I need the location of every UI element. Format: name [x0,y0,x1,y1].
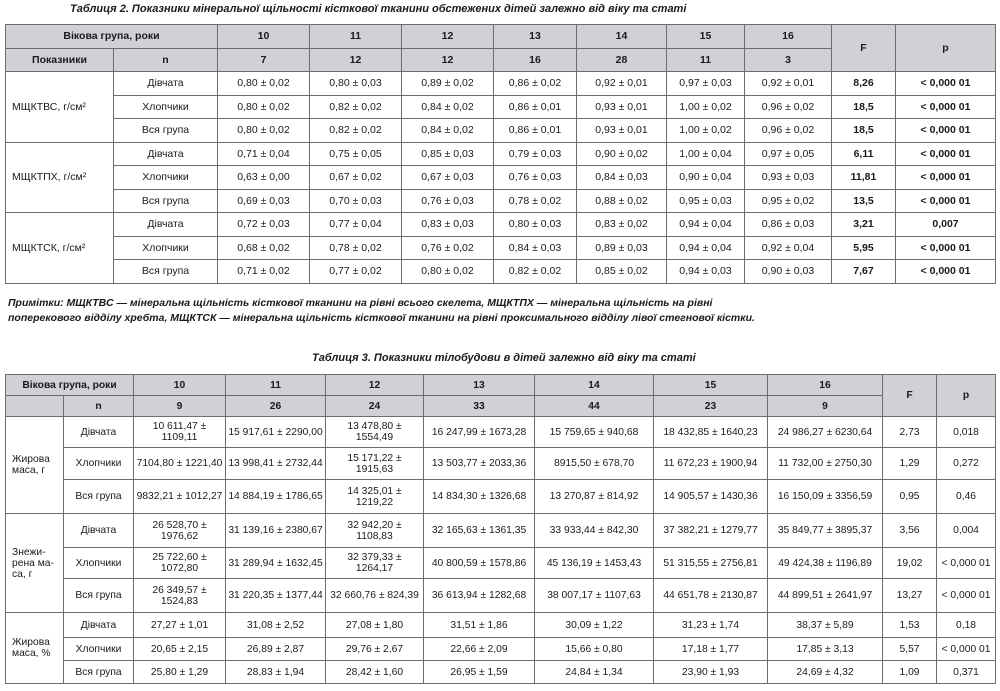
n-value: 3 [745,48,832,72]
n-value: 9 [768,396,883,417]
value-cell: 27,08 ± 1,80 [326,613,424,638]
value-cell: 0,72 ± 0,03 [218,213,310,237]
value-cell: 0,75 ± 0,05 [310,142,402,166]
n-row [6,396,996,417]
value-cell: 13 503,77 ± 2033,36 [424,448,535,480]
age-header: 15 [667,25,745,49]
header-row [6,25,996,49]
p-value: < 0,000 01 [896,260,996,284]
value-cell: 24,69 ± 4,32 [768,661,883,684]
table-row [6,448,996,480]
row-label: Вся група [64,480,134,514]
p-value: < 0,000 01 [896,236,996,260]
value-cell: 40 800,59 ± 1578,86 [424,548,535,579]
p-value: 0,46 [937,480,996,514]
value-cell: 0,77 ± 0,02 [310,260,402,284]
age-header: 13 [424,375,535,396]
value-cell: 15 759,65 ± 940,68 [535,417,654,448]
f-header: F [883,375,937,417]
value-cell: 14 325,01 ± 1219,22 [326,480,424,514]
row-label: Вся група [114,260,218,284]
value-cell: 0,79 ± 0,03 [494,142,577,166]
value-cell: 0,86 ± 0,01 [494,119,577,143]
n-value: 12 [402,48,494,72]
value-cell: 0,92 ± 0,01 [745,72,832,96]
row-label: Хлопчики [64,548,134,579]
value-cell: 0,88 ± 0,02 [577,189,667,213]
value-cell: 15,66 ± 0,80 [535,638,654,661]
n-value: 33 [424,396,535,417]
value-cell: 8915,50 ± 678,70 [535,448,654,480]
value-cell: 0,78 ± 0,02 [310,236,402,260]
table-row [6,142,996,166]
table-row [6,260,996,284]
row-label: Вся група [64,661,134,684]
value-cell: 37 382,21 ± 1279,77 [654,514,768,548]
table-row [6,579,996,613]
value-cell: 45 136,19 ± 1453,43 [535,548,654,579]
p-value: < 0,000 01 [937,548,996,579]
p-value: < 0,000 01 [896,72,996,96]
f-value: 1,29 [883,448,937,480]
n-value: 26 [226,396,326,417]
value-cell: 0,84 ± 0,02 [402,95,494,119]
p-value: < 0,000 01 [937,579,996,613]
value-cell: 0,85 ± 0,03 [402,142,494,166]
value-cell: 0,89 ± 0,03 [577,236,667,260]
value-cell: 32 165,63 ± 1361,35 [424,514,535,548]
value-cell: 26 349,57 ± 1524,83 [134,579,226,613]
value-cell: 31 139,16 ± 2380,67 [226,514,326,548]
row-label: Дівчата [114,72,218,96]
value-cell: 31 289,94 ± 1632,45 [226,548,326,579]
f-value: 5,95 [832,236,896,260]
value-cell: 28,83 ± 1,94 [226,661,326,684]
table-row [6,95,996,119]
value-cell: 25 722,60 ± 1072,80 [134,548,226,579]
value-cell: 38,37 ± 5,89 [768,613,883,638]
row-label: Хлопчики [114,166,218,190]
f-value: 3,56 [883,514,937,548]
group-label: Жирова маса, г [6,417,64,514]
value-cell: 7104,80 ± 1221,40 [134,448,226,480]
p-value: 0,371 [937,661,996,684]
value-cell: 17,18 ± 1,77 [654,638,768,661]
value-cell: 0,76 ± 0,02 [402,236,494,260]
value-cell: 0,80 ± 0,02 [402,260,494,284]
table3-caption: Таблиця 3. Показники тілобудови в дітей залежно від віку та статі [312,352,696,364]
table-row [6,613,996,638]
value-cell: 32 379,33 ± 1264,17 [326,548,424,579]
value-cell: 0,82 ± 0,02 [494,260,577,284]
value-cell: 0,84 ± 0,02 [402,119,494,143]
value-cell: 36 613,94 ± 1282,68 [424,579,535,613]
age-group-header: Вікова група, роки [6,25,218,49]
value-cell: 38 007,17 ± 1107,63 [535,579,654,613]
f-value: 1,09 [883,661,937,684]
p-value: < 0,000 01 [896,119,996,143]
row-label: Дівчата [114,213,218,237]
n-header: n [114,48,218,72]
value-cell: 15 171,22 ± 1915,63 [326,448,424,480]
f-value: 2,73 [883,417,937,448]
p-value: < 0,000 01 [896,189,996,213]
value-cell: 0,92 ± 0,01 [577,72,667,96]
value-cell: 0,63 ± 0,00 [218,166,310,190]
row-label: Дівчата [64,514,134,548]
age-header: 13 [494,25,577,49]
value-cell: 1,00 ± 0,04 [667,142,745,166]
value-cell: 33 933,44 ± 842,30 [535,514,654,548]
n-value: 28 [577,48,667,72]
value-cell: 14 905,57 ± 1430,36 [654,480,768,514]
value-cell: 18 432,85 ± 1640,23 [654,417,768,448]
p-value: < 0,000 01 [937,638,996,661]
value-cell: 31,23 ± 1,74 [654,613,768,638]
value-cell: 0,78 ± 0,02 [494,189,577,213]
value-cell: 24 986,27 ± 6230,64 [768,417,883,448]
value-cell: 14 834,30 ± 1326,68 [424,480,535,514]
value-cell: 26 528,70 ± 1976,62 [134,514,226,548]
row-label: Вся група [64,579,134,613]
p-value: < 0,000 01 [896,95,996,119]
value-cell: 0,77 ± 0,04 [310,213,402,237]
row-label: Хлопчики [64,638,134,661]
table-row [6,166,996,190]
table3-body-composition [5,374,996,684]
age-header: 14 [535,375,654,396]
f-value: 1,53 [883,613,937,638]
value-cell: 29,76 ± 2,67 [326,638,424,661]
value-cell: 0,96 ± 0,02 [745,119,832,143]
value-cell: 32 942,20 ± 1108,83 [326,514,424,548]
value-cell: 16 150,09 ± 3356,59 [768,480,883,514]
row-label: Дівчата [114,142,218,166]
value-cell: 32 660,76 ± 824,39 [326,579,424,613]
value-cell: 0,69 ± 0,03 [218,189,310,213]
n-value: 44 [535,396,654,417]
value-cell: 0,80 ± 0,02 [218,95,310,119]
table2-caption: Таблиця 2. Показники мінеральної щільності кісткової тканини обстежених дітей залежно від віку та статі [70,3,687,15]
age-header: 11 [226,375,326,396]
indicators-header: Показники [6,48,114,72]
value-cell: 26,95 ± 1,59 [424,661,535,684]
value-cell: 23,90 ± 1,93 [654,661,768,684]
value-cell: 0,86 ± 0,02 [494,72,577,96]
f-value: 6,11 [832,142,896,166]
table-row [6,548,996,579]
f-header: F [832,25,896,72]
f-value: 13,27 [883,579,937,613]
p-value: < 0,000 01 [896,142,996,166]
value-cell: 27,27 ± 1,01 [134,613,226,638]
value-cell: 0,80 ± 0,03 [310,72,402,96]
n-value: 12 [310,48,402,72]
n-value: 11 [667,48,745,72]
table-row [6,514,996,548]
indicators-header-empty [6,396,64,417]
age-header: 10 [218,25,310,49]
value-cell: 0,94 ± 0,04 [667,236,745,260]
p-header: p [896,25,996,72]
value-cell: 0,93 ± 0,01 [577,95,667,119]
value-cell: 22,66 ± 2,09 [424,638,535,661]
p-value: 0,18 [937,613,996,638]
n-header: n [64,396,134,417]
value-cell: 0,95 ± 0,03 [667,189,745,213]
value-cell: 0,86 ± 0,03 [745,213,832,237]
value-cell: 13 478,80 ± 1554,49 [326,417,424,448]
n-value: 16 [494,48,577,72]
n-value: 7 [218,48,310,72]
age-header: 12 [402,25,494,49]
row-label: Хлопчики [64,448,134,480]
value-cell: 0,86 ± 0,01 [494,95,577,119]
age-header: 11 [310,25,402,49]
value-cell: 15 917,61 ± 2290,00 [226,417,326,448]
value-cell: 0,84 ± 0,03 [577,166,667,190]
p-value: 0,007 [896,213,996,237]
value-cell: 44 651,78 ± 2130,87 [654,579,768,613]
value-cell: 0,94 ± 0,04 [667,213,745,237]
table-row [6,661,996,684]
value-cell: 35 849,77 ± 3895,37 [768,514,883,548]
age-header: 16 [745,25,832,49]
value-cell: 0,85 ± 0,02 [577,260,667,284]
value-cell: 0,80 ± 0,03 [494,213,577,237]
value-cell: 24,84 ± 1,34 [535,661,654,684]
table2-footnote: Примітки: МЩКТВС — мінеральна щільність кісткової тканини на рівні всього скелета, МЩКТПХ — мінеральна щільність на рівні поперекового відділу хребта, МЩКТСК — мінеральна щільність кісткової тканини на рівні проксимального відділу лівої стегнової кістки. [8,297,755,324]
value-cell: 31,51 ± 1,86 [424,613,535,638]
value-cell: 0,76 ± 0,03 [494,166,577,190]
row-label: Вся група [114,189,218,213]
value-cell: 49 424,38 ± 1196,89 [768,548,883,579]
value-cell: 0,93 ± 0,01 [577,119,667,143]
table-row [6,638,996,661]
age-header: 16 [768,375,883,396]
row-label: Дівчата [64,613,134,638]
value-cell: 0,90 ± 0,02 [577,142,667,166]
value-cell: 0,90 ± 0,03 [745,260,832,284]
value-cell: 0,70 ± 0,03 [310,189,402,213]
f-value: 11,81 [832,166,896,190]
value-cell: 0,83 ± 0,03 [402,213,494,237]
value-cell: 25,80 ± 1,29 [134,661,226,684]
group-label: МЩКТПХ, г/см² [6,142,114,213]
value-cell: 10 611,47 ± 1109,11 [134,417,226,448]
value-cell: 17,85 ± 3,13 [768,638,883,661]
p-header: p [937,375,996,417]
value-cell: 0,80 ± 0,02 [218,72,310,96]
value-cell: 0,97 ± 0,05 [745,142,832,166]
value-cell: 31,08 ± 2,52 [226,613,326,638]
group-label: МЩКТСК, г/см² [6,213,114,284]
f-value: 7,67 [832,260,896,284]
n-value: 24 [326,396,424,417]
n-value: 23 [654,396,768,417]
value-cell: 9832,21 ± 1012,27 [134,480,226,514]
value-cell: 0,90 ± 0,04 [667,166,745,190]
value-cell: 13 998,41 ± 2732,44 [226,448,326,480]
n-value: 9 [134,396,226,417]
value-cell: 0,97 ± 0,03 [667,72,745,96]
age-header: 14 [577,25,667,49]
value-cell: 16 247,99 ± 1673,28 [424,417,535,448]
p-value: 0,018 [937,417,996,448]
row-label: Вся група [114,119,218,143]
value-cell: 0,83 ± 0,02 [577,213,667,237]
value-cell: 30,09 ± 1,22 [535,613,654,638]
f-value: 0,95 [883,480,937,514]
age-header: 15 [654,375,768,396]
table-row [6,417,996,448]
value-cell: 0,96 ± 0,02 [745,95,832,119]
value-cell: 0,76 ± 0,03 [402,189,494,213]
value-cell: 26,89 ± 2,87 [226,638,326,661]
group-label: Жирова маса, % [6,613,64,684]
value-cell: 0,84 ± 0,03 [494,236,577,260]
age-header: 12 [326,375,424,396]
value-cell: 0,89 ± 0,02 [402,72,494,96]
value-cell: 14 884,19 ± 1786,65 [226,480,326,514]
group-label: Знежи-рена ма-са, г [6,514,64,613]
p-value: < 0,000 01 [896,166,996,190]
value-cell: 1,00 ± 0,02 [667,119,745,143]
value-cell: 44 899,51 ± 2641,97 [768,579,883,613]
p-value: 0,004 [937,514,996,548]
f-value: 19,02 [883,548,937,579]
header-row [6,375,996,396]
row-label: Хлопчики [114,236,218,260]
f-value: 8,26 [832,72,896,96]
value-cell: 0,71 ± 0,02 [218,260,310,284]
table-row [6,480,996,514]
f-value: 18,5 [832,95,896,119]
value-cell: 11 732,00 ± 2750,30 [768,448,883,480]
value-cell: 31 220,35 ± 1377,44 [226,579,326,613]
table-row [6,236,996,260]
value-cell: 0,92 ± 0,04 [745,236,832,260]
f-value: 3,21 [832,213,896,237]
value-cell: 0,80 ± 0,02 [218,119,310,143]
value-cell: 0,68 ± 0,02 [218,236,310,260]
value-cell: 28,42 ± 1,60 [326,661,424,684]
f-value: 18,5 [832,119,896,143]
value-cell: 0,94 ± 0,03 [667,260,745,284]
value-cell: 0,95 ± 0,02 [745,189,832,213]
value-cell: 0,67 ± 0,03 [402,166,494,190]
table-row [6,119,996,143]
value-cell: 51 315,55 ± 2756,81 [654,548,768,579]
table-row [6,72,996,96]
table-row [6,213,996,237]
table2-bone-density [5,24,996,284]
table-row [6,189,996,213]
p-value: 0,272 [937,448,996,480]
value-cell: 0,82 ± 0,02 [310,119,402,143]
value-cell: 1,00 ± 0,02 [667,95,745,119]
value-cell: 11 672,23 ± 1900,94 [654,448,768,480]
age-header: 10 [134,375,226,396]
row-label: Дівчата [64,417,134,448]
row-label: Хлопчики [114,95,218,119]
value-cell: 0,71 ± 0,04 [218,142,310,166]
value-cell: 0,93 ± 0,03 [745,166,832,190]
f-value: 5,57 [883,638,937,661]
value-cell: 0,82 ± 0,02 [310,95,402,119]
value-cell: 0,67 ± 0,02 [310,166,402,190]
f-value: 13,5 [832,189,896,213]
value-cell: 13 270,87 ± 814,92 [535,480,654,514]
age-group-header: Вікова група, роки [6,375,134,396]
group-label: МЩКТВС, г/см² [6,72,114,143]
value-cell: 20,65 ± 2,15 [134,638,226,661]
